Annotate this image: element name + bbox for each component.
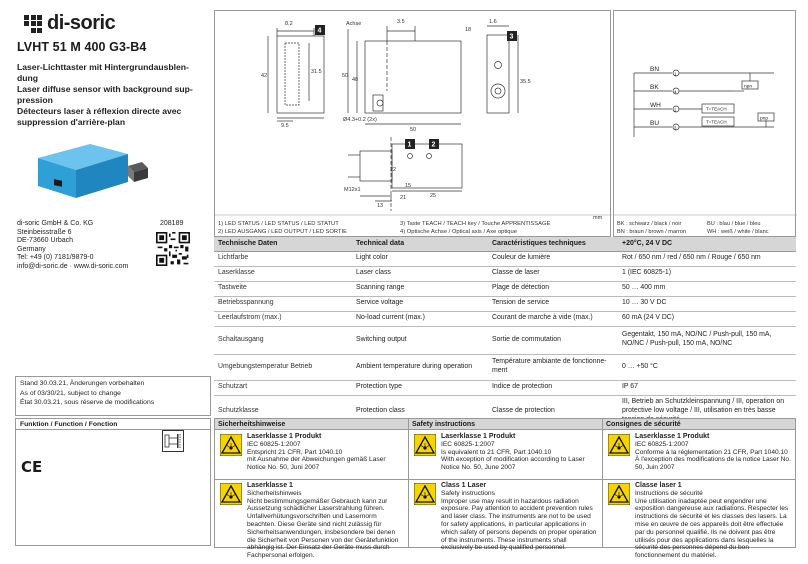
spec-cell: Leerlaufstrom (max.) [214,311,352,326]
spec-cell: Tastweite [214,281,352,296]
note-line: 3) Taste TEACH / TEACH key / Touche APPRENTISSAGE [400,221,551,227]
safety-text: Safety instructions Improper use may result in hazardous radiation exposure. Pay attention to accident prevention rules and laser class. The instruments are not to be used for safety applications, in particular applications in which safety of persons depends on proper operation of the instruments. These instruments shall exclusively be used by qualified personnel. [441,489,597,552]
article-number: 208189 [160,220,184,227]
dimension-drawing [214,10,611,237]
safety-block [409,431,602,481]
teach-box-label: T=TEACH [706,106,727,112]
wiring-diagram-svg [614,11,797,238]
dim-label: 3.5 [397,19,405,25]
callout-label: 3 [509,33,514,41]
background-suppression-icon [162,430,184,452]
spec-cell: Ambient temperature during operation [352,354,488,380]
safety-header: Safety instructions [409,419,602,430]
description-line: Laser-Lichttaster mit Hintergrundausblen- [17,62,189,72]
dim-label: 18 [465,27,472,33]
note-line: 1) LED STATUS / LED STATUS / LED STATUT [218,221,339,227]
laser-warning-icon [414,483,436,505]
safety-block [603,431,795,481]
spec-cell: 60 mA (24 V DC) [618,311,796,326]
spec-cell: Protection type [352,380,488,395]
laser-warning-icon [414,434,436,456]
spec-cell: Laser class [352,266,488,281]
spec-cell: Light color [352,251,488,266]
table-row [214,311,796,326]
dim-label: M12x1 [344,187,361,193]
dim-label: Achse [346,21,362,27]
dim-label: 48 [352,77,359,83]
dim-label: Ø4.3+0.2 (2x) [343,117,377,123]
spec-cell: Umgebungstemperatur Betrieb [214,354,352,380]
dim-label: 50 [342,73,349,79]
spec-cell: Scanning range [352,281,488,296]
safety-section [214,418,796,560]
specs-header: Technische Daten [214,237,352,251]
table-row [214,380,796,395]
function-header: Funktion / Function / Fonction [16,419,210,430]
spec-cell: Lichtfarbe [214,251,352,266]
spec-cell: III, Betrieb an Schutzkleinspannung / III, operation on protective low voltage / III, utilisation en très basse [622,398,785,414]
callout-label: 4 [317,27,322,35]
callout-label: 1 [407,141,412,149]
pin-number: 3 [674,125,677,131]
address-line: Germany [17,245,46,253]
dim-label: 13 [377,203,384,209]
laser-warning-icon [608,434,630,456]
address-line: info@di-soric.de · www.di-soric.com [17,262,129,270]
dim-label: 31.5 [311,69,322,75]
safety-block [215,431,408,481]
legend-line: BN : braun / brown / marron [617,229,687,235]
laser-warning-icon [608,483,630,505]
safety-title: Laserklasse 1 Produkt [247,433,322,440]
table-row [214,251,796,266]
dim-label: 42 [261,73,268,79]
spec-cell: Gegentakt, 150 mA, NO/NC / Push-pull, 150 mA, NO/NC / Push-pull, 150 mA, NO/NC [618,326,796,354]
note-line: 2) LED AUSGANG / LED OUTPUT / LED SORTIE [218,229,347,235]
legend-line: WH : weiß / white / blanc [707,229,769,235]
table-row [214,326,796,354]
spec-cell: Schutzklasse [218,406,259,414]
safety-column-fr [603,419,795,560]
status-line: Stand 30.03.21, Änderungen vorbehalten [20,380,145,387]
spec-cell: Schutzart [214,380,352,395]
brand-name: di-soric [47,12,116,34]
status-line: État 30.03.21, sous réserve de modifications [20,399,155,406]
description-line: dung [17,73,38,83]
safety-title: Laserklasse 1 Produkt [441,433,516,440]
address-line: Tel: +49 (0) 7181/9879-0 [17,254,94,262]
dim-label: 1.6 [489,19,497,25]
spec-cell: 50 … 400 mm [618,281,796,296]
safety-text: IEC 60825-1:2007 Entspricht 21 CFR, Part 1040.10 mit Ausnahme der Abweichungen gemäß Laser Notice No. 50, Juni 2007 [247,440,386,472]
spec-cell: 10 … 30 V DC [618,296,796,311]
dim-label: 21 [400,195,407,201]
spec-cell: Couleur de lumière [488,251,618,266]
status-line: As of 03/30/21, subject to change [20,389,121,397]
dim-label: 35.5 [520,79,531,85]
pin-label: BU [650,120,660,127]
teach-box-label: T=TEACH [706,119,727,125]
dim-label: 22 [390,167,397,173]
pin-number: 1 [674,71,677,77]
spec-cell: Classe de protection [492,406,555,414]
safety-title: Class 1 Laser [441,482,487,489]
spec-cell: Schaltausgang [214,326,352,354]
description-line: pression [17,95,53,105]
pin-label: BN [650,66,660,73]
status-box [15,376,211,416]
legend-line: BK : schwarz / black / noir [617,221,682,227]
spec-cell: Tension de service [488,296,618,311]
spec-cell: No-load current (max.) [352,311,488,326]
spec-cell: Rot / 650 nm / red / 650 nm / Rouge / 650 nm [618,251,796,266]
spec-cell: Protection class [356,406,405,414]
address-line: DE-73660 Urbach [17,237,74,245]
safety-text: IEC 60825-1:2007 Is equivalent to 21 CFR, Part 1040.10 With exception of modification according to Laser Notice No. 50, June 2007 [441,440,585,472]
dim-label: 25 [430,193,437,199]
specs-header: Caractéristiques techniques [488,237,618,251]
spec-cell: Plage de détection [488,281,618,296]
note-line: 4) Optische Achse / Optical axis / Axe optique [400,229,517,235]
safety-text: Instructions de sécurité Une utilisation inadaptée peut engendrer une exposition dangereuse aux radiations. Respecter les instructions de sécurité et les classes des lasers. La mise en œuvre de ces appareils doit être effectuée par du personnel qualifié. Ils ne doivent pas être utilisés pour des applications dans lesquelles la sécurité des personnes dépend du bon fonctionnement du matériel. [635,489,789,560]
description-line: suppression d'arrière-plan [17,117,126,127]
spec-cell: 1 (IEC 60825-1) [618,266,796,281]
pin-number: 2 [674,107,677,113]
address-line: di-soric GmbH & Co. KG [17,220,94,227]
unit-label: mm [593,215,603,221]
product-model: LVHT 51 M 400 G3-B4 [17,40,147,54]
description-line: Laser diffuse sensor with background sup- [17,84,193,94]
logo-mark-icon [24,15,42,33]
spec-cell: Service voltage [352,296,488,311]
ce-mark-icon: CE [21,458,43,476]
table-row [214,266,796,281]
safety-text: Sicherheitshinweis Nicht bestimmungsgemäßer Gebrauch kann zur Aussetzung schädlicher Laserstrahlung führen. Unfallverhütungsvorschriften und Lasernorm beachten. Diese Geräte sind nicht zulässig für Sicherheitsanwendungen, insbesondere bei denen die Sicherheit von Personen von der Gerätefunktion abhängig ist. Der Einsatz der Geräte muss durch Fachpersonal erfolgen. [247,489,399,560]
laser-warning-icon [220,434,242,456]
dimension-drawing-svg [215,11,612,238]
safety-title: Laserklasse 1 Produkt [635,433,710,440]
safety-title: Laserklasse 1 [247,482,293,489]
dim-label: 50 [410,127,417,133]
safety-text: IEC 60825-1:2007 Conforme à la réglementation 21 CFR, Part 1040.10 À l'exception des modifications de la notice Laser No. 50, Juin 2007 [635,440,791,472]
spec-cell: Température ambiante de fonctionne-ment [488,354,618,380]
specs-header: Technical data [352,237,488,251]
safety-header: Sicherheitshinweise [215,419,408,430]
spec-cell: Betriebsspannung [214,296,352,311]
sensor-product-image [30,140,160,200]
address-line: Steinbeisstraße 6 [17,228,72,236]
dim-label: 8.2 [285,21,293,27]
spec-cell: Laserklasse [214,266,352,281]
brand-logo [24,12,115,35]
callout-label: 2 [431,141,436,149]
spec-cell: Switching output [352,326,488,354]
spec-cell: IP 67 [618,380,796,395]
wiring-diagram [613,10,796,237]
spec-cell: Sortie de commutation [488,326,618,354]
product-description [17,62,207,128]
legend-line: BU : blau / blue / bleu [707,221,761,227]
safety-header: Consignes de sécurité [603,419,795,430]
output-box-label: pnp [760,116,769,122]
safety-column-en [409,419,603,552]
table-row [214,281,796,296]
specs-header-row [214,237,796,251]
pin-label: WH [650,102,661,109]
specs-header: +20°C, 24 V DC [618,237,796,251]
safety-column-de [215,419,409,560]
pin-label: BK [650,84,659,91]
company-address [17,220,128,272]
description-line: Détecteurs laser à réflexion directe avec [17,106,182,116]
table-row [214,296,796,311]
dim-label: 9.5 [281,123,289,129]
dim-label: 15 [405,183,412,189]
pin-number: 4 [674,89,677,95]
spec-cell: Courant de marche à vide (max.) [488,311,618,326]
spec-cell: 0 … +50 °C [618,354,796,380]
output-box-label: npn [744,84,753,90]
spec-cell: Classe de laser [488,266,618,281]
safety-title: Classe laser 1 [635,482,682,489]
table-row [214,354,796,380]
qr-code-icon [156,232,190,266]
laser-warning-icon [220,483,242,505]
spec-cell: Indice de protection [488,380,618,395]
specs-table [214,237,796,427]
